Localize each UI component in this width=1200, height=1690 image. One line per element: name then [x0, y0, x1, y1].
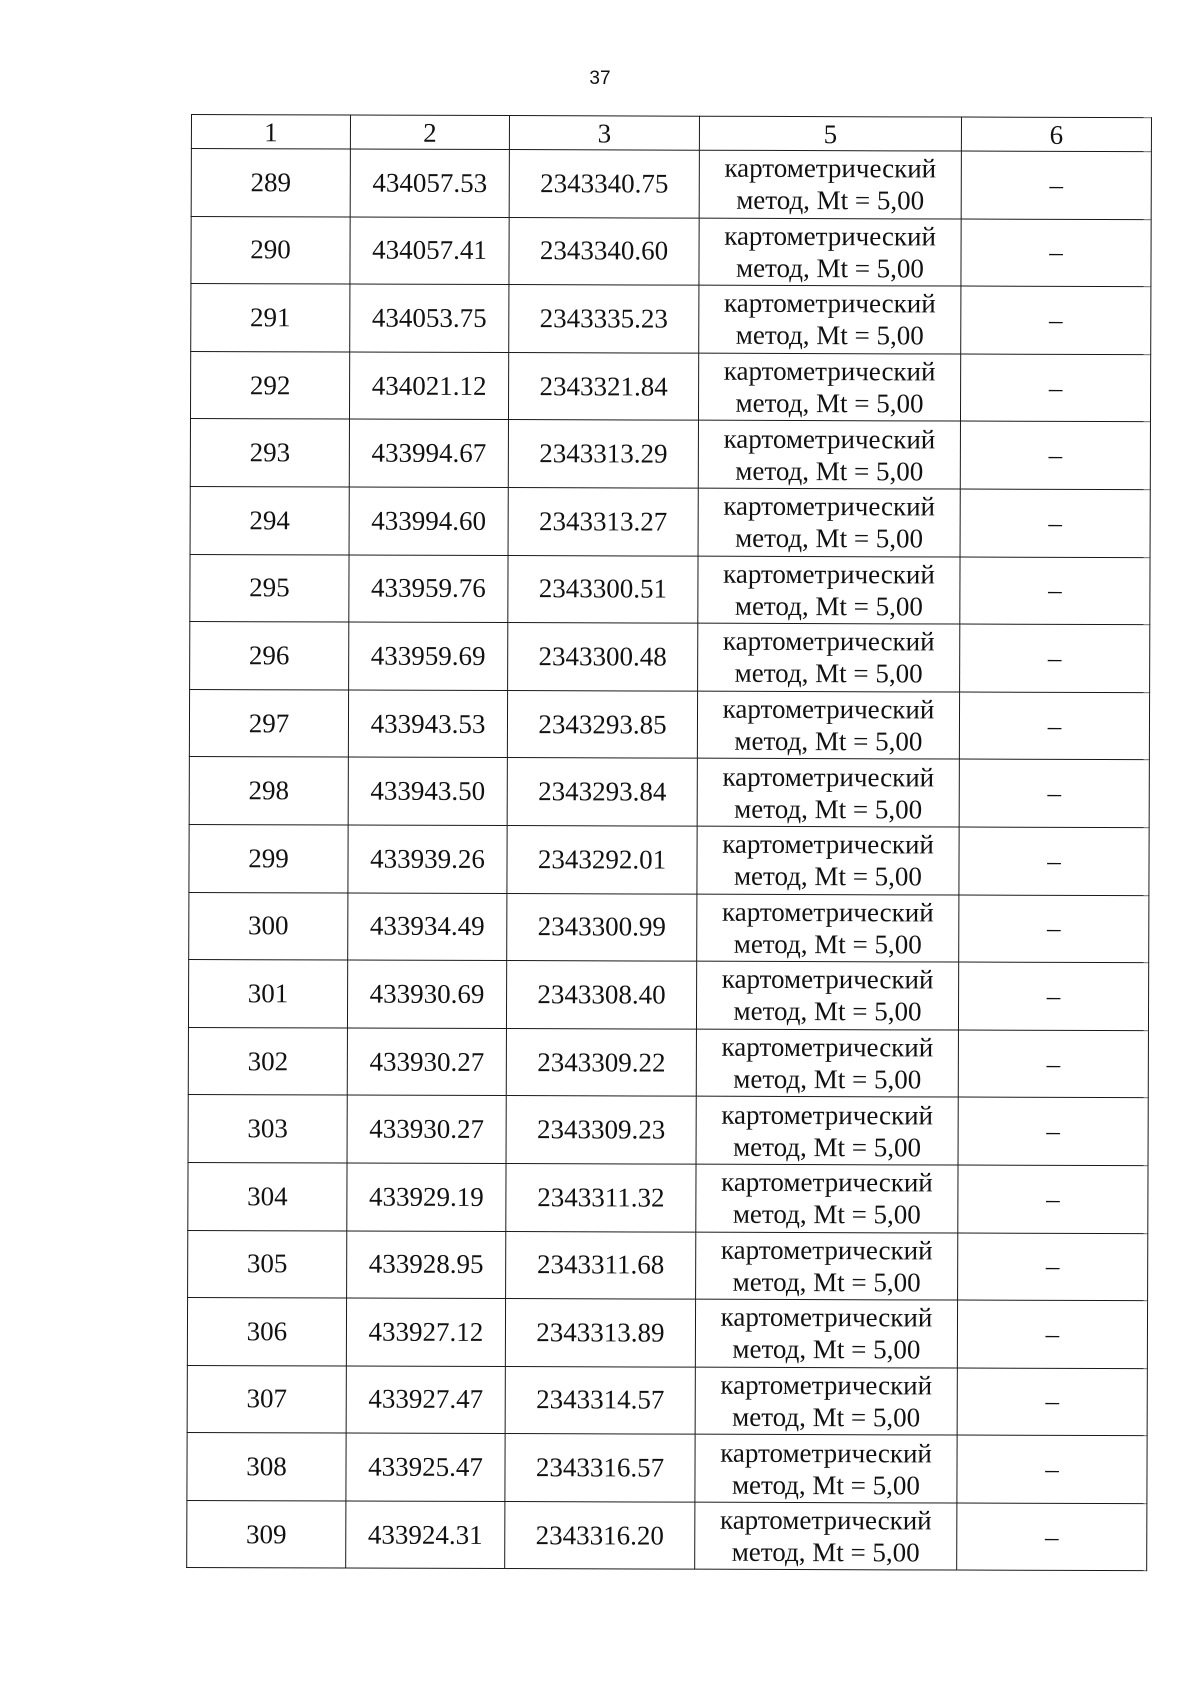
x-coordinate-cell: 434021.12: [349, 352, 508, 420]
method-line-2: метод, Mt = 5,00: [731, 1536, 920, 1568]
method-cell: [698, 623, 960, 691]
y-coordinate-cell: 2343308.40: [506, 961, 696, 1029]
method-cell: [699, 218, 961, 286]
method-line-1: картометрический: [722, 626, 935, 657]
column-6-cell: –: [957, 1300, 1147, 1368]
method-line-1: картометрический: [721, 1166, 933, 1198]
y-coordinate-cell: 2343292.01: [507, 825, 697, 893]
method-line-1: картометрический: [723, 423, 936, 455]
table-row: [191, 216, 1151, 287]
header-row: [191, 115, 1151, 152]
method-cell: [697, 691, 959, 759]
coordinates-table-container: [186, 114, 1151, 1572]
method-line-2: метод, Mt = 5,00: [736, 185, 925, 216]
x-coordinate-cell: 433959.69: [349, 622, 508, 690]
method-line-1: картометрический: [722, 761, 935, 793]
column-6-cell: –: [958, 962, 1148, 1030]
method-line-2: метод, Mt = 5,00: [734, 725, 923, 757]
y-coordinate-cell: 2343311.32: [506, 1163, 696, 1231]
x-coordinate-cell: 433930.69: [347, 960, 506, 1028]
method-line-1: картометрический: [723, 491, 936, 522]
method-line-2: метод, Mt = 5,00: [735, 387, 924, 419]
method-line-1: картометрический: [721, 1031, 934, 1063]
method-cell: [698, 488, 960, 556]
x-coordinate-cell: 433925.47: [346, 1433, 505, 1501]
column-6-cell: –: [959, 759, 1149, 827]
method-line-1: картометрический: [721, 964, 934, 995]
y-coordinate-cell: 2343313.29: [508, 420, 698, 488]
column-6-cell: –: [958, 1097, 1148, 1165]
table-row: [190, 486, 1150, 557]
point-number-cell: 309: [187, 1500, 346, 1568]
method-cell: [697, 894, 959, 962]
point-number-cell: 296: [190, 622, 349, 690]
point-number-cell: 293: [190, 419, 349, 487]
point-number-cell: 294: [190, 486, 349, 554]
x-coordinate-cell: 433994.67: [349, 419, 508, 487]
column-6-cell: –: [960, 624, 1150, 692]
column-6-cell: –: [959, 692, 1149, 760]
point-number-cell: 302: [188, 1027, 347, 1095]
y-coordinate-cell: 2343311.68: [506, 1231, 696, 1299]
method-cell: [699, 285, 961, 353]
method-line-1: картометрический: [722, 829, 934, 860]
method-cell: [697, 826, 959, 894]
method-line-1: картометрический: [720, 1437, 932, 1469]
x-coordinate-cell: 433930.27: [347, 1095, 506, 1163]
method-cell: [698, 353, 960, 421]
column-6-cell: –: [958, 1030, 1148, 1098]
x-coordinate-cell: 433930.27: [347, 1028, 506, 1096]
y-coordinate-cell: 2343321.84: [508, 352, 698, 420]
x-coordinate-cell: 433943.50: [348, 757, 507, 825]
method-line-2: метод, Mt = 5,00: [735, 320, 924, 351]
method-cell: [699, 150, 961, 218]
point-number-cell: 289: [191, 149, 350, 217]
method-line-2: метод, Mt = 5,00: [734, 590, 923, 622]
table-row: [189, 757, 1149, 828]
y-coordinate-cell: 2343313.27: [508, 488, 698, 556]
table-row: [191, 149, 1151, 220]
header-cell-3: 3: [509, 116, 699, 151]
point-number-cell: 301: [188, 960, 347, 1028]
y-coordinate-cell: 2343335.23: [509, 285, 699, 353]
column-6-cell: –: [961, 286, 1151, 354]
method-line-1: картометрический: [721, 896, 934, 928]
point-number-cell: 297: [189, 689, 348, 757]
column-6-cell: –: [957, 1368, 1147, 1436]
point-number-cell: 304: [188, 1162, 347, 1230]
method-line-1: картометрический: [723, 558, 935, 590]
method-line-1: картометрический: [722, 693, 935, 725]
table-row: [190, 351, 1150, 422]
method-line-2: метод, Mt = 5,00: [731, 1469, 920, 1501]
y-coordinate-cell: 2343340.60: [509, 217, 699, 285]
method-line-2: метод, Mt = 5,00: [734, 658, 923, 689]
y-coordinate-cell: 2343293.84: [507, 758, 697, 826]
x-coordinate-cell: 433927.47: [346, 1366, 505, 1434]
table-row: [187, 1298, 1147, 1369]
x-coordinate-cell: 434053.75: [350, 284, 509, 352]
column-6-cell: –: [957, 1435, 1147, 1503]
y-coordinate-cell: 2343314.57: [505, 1366, 695, 1434]
table-row: [187, 1365, 1147, 1436]
point-number-cell: 306: [187, 1298, 346, 1366]
method-cell: [698, 556, 960, 624]
table-row: [191, 284, 1151, 355]
column-6-cell: –: [957, 1503, 1147, 1571]
method-line-1: картометрический: [720, 1234, 933, 1266]
coordinates-table: [186, 114, 1152, 1572]
method-cell: [695, 1502, 957, 1570]
column-6-cell: –: [960, 557, 1150, 625]
table-row: [188, 1230, 1148, 1301]
method-cell: [696, 1096, 958, 1164]
point-number-cell: 290: [191, 216, 350, 284]
y-coordinate-cell: 2343309.23: [506, 1096, 696, 1164]
column-6-cell: –: [960, 354, 1150, 422]
method-line-2: метод, Mt = 5,00: [733, 928, 922, 960]
table-row: [188, 1162, 1148, 1233]
method-line-1: картометрический: [723, 288, 936, 319]
table-row: [190, 622, 1150, 693]
table-row: [189, 892, 1149, 963]
y-coordinate-cell: 2343300.99: [507, 893, 697, 961]
column-6-cell: –: [961, 219, 1151, 287]
table-header: [191, 115, 1151, 152]
method-cell: [696, 1232, 958, 1300]
point-number-cell: 299: [189, 824, 348, 892]
y-coordinate-cell: 2343309.22: [506, 1028, 696, 1096]
method-line-2: метод, Mt = 5,00: [732, 1401, 921, 1433]
table-row: [190, 419, 1150, 490]
table-row: [188, 1027, 1148, 1098]
method-line-2: метод, Mt = 5,00: [733, 1063, 922, 1095]
point-number-cell: 298: [189, 757, 348, 825]
method-line-2: метод, Mt = 5,00: [733, 1131, 922, 1163]
column-6-cell: –: [958, 1233, 1148, 1301]
method-cell: [695, 1367, 957, 1435]
x-coordinate-cell: 434057.53: [350, 149, 509, 217]
method-line-1: картометрический: [723, 355, 936, 387]
point-number-cell: 303: [188, 1095, 347, 1163]
method-line-1: картометрический: [720, 1369, 933, 1401]
column-6-cell: –: [958, 1165, 1148, 1233]
header-cell-6: 6: [961, 117, 1151, 152]
x-coordinate-cell: 433939.26: [348, 825, 507, 893]
table-row: [190, 554, 1150, 625]
point-number-cell: 305: [188, 1230, 347, 1298]
x-coordinate-cell: 433928.95: [347, 1231, 506, 1299]
table-row: [189, 824, 1149, 895]
x-coordinate-cell: 433929.19: [347, 1163, 506, 1231]
header-cell-1: 1: [191, 115, 350, 150]
point-number-cell: 308: [187, 1433, 346, 1501]
table-body: [187, 149, 1152, 1572]
method-line-1: картометрический: [720, 1302, 933, 1333]
method-cell: [696, 961, 958, 1029]
column-6-cell: –: [960, 421, 1150, 489]
method-cell: [696, 1164, 958, 1232]
table-row: [187, 1500, 1147, 1571]
y-coordinate-cell: 2343293.85: [507, 690, 697, 758]
x-coordinate-cell: 433924.31: [346, 1501, 505, 1569]
y-coordinate-cell: 2343300.51: [508, 555, 698, 623]
y-coordinate-cell: 2343300.48: [508, 623, 698, 691]
y-coordinate-cell: 2343316.57: [505, 1434, 695, 1502]
method-line-2: метод, Mt = 5,00: [732, 1334, 921, 1365]
column-6-cell: –: [959, 827, 1149, 895]
method-cell: [696, 1029, 958, 1097]
method-line-1: картометрический: [724, 220, 936, 252]
method-cell: [695, 1299, 957, 1367]
x-coordinate-cell: 433943.53: [348, 690, 507, 758]
table-row: [188, 960, 1148, 1031]
y-coordinate-cell: 2343316.20: [505, 1501, 695, 1569]
page-number: 37: [589, 68, 611, 89]
table-row: [188, 1095, 1148, 1166]
y-coordinate-cell: 2343340.75: [509, 150, 699, 218]
point-number-cell: 292: [190, 351, 349, 419]
method-line-2: метод, Mt = 5,00: [732, 1266, 921, 1298]
x-coordinate-cell: 433934.49: [348, 893, 507, 961]
point-number-cell: 300: [189, 892, 348, 960]
method-line-2: метод, Mt = 5,00: [732, 1199, 921, 1230]
column-6-cell: –: [960, 489, 1150, 557]
method-line-1: картометрический: [724, 153, 937, 184]
header-cell-5: 5: [699, 116, 961, 151]
x-coordinate-cell: 433959.76: [349, 555, 508, 623]
method-line-1: картометрический: [719, 1504, 932, 1536]
method-line-2: метод, Mt = 5,00: [735, 523, 924, 554]
y-coordinate-cell: 2343313.89: [505, 1299, 695, 1367]
header-cell-2: 2: [350, 115, 509, 150]
column-6-cell: –: [961, 151, 1151, 219]
method-cell: [697, 759, 959, 827]
x-coordinate-cell: 433994.60: [349, 487, 508, 555]
column-6-cell: –: [959, 895, 1149, 963]
point-number-cell: 291: [191, 284, 350, 352]
method-line-1: картометрический: [721, 1099, 934, 1131]
point-number-cell: 307: [187, 1365, 346, 1433]
method-line-2: метод, Mt = 5,00: [734, 793, 923, 825]
method-line-2: метод, Mt = 5,00: [735, 455, 924, 487]
method-line-2: метод, Mt = 5,00: [733, 996, 922, 1027]
method-line-2: метод, Mt = 5,00: [735, 252, 925, 284]
point-number-cell: 295: [190, 554, 349, 622]
x-coordinate-cell: 434057.41: [350, 217, 509, 285]
method-line-2: метод, Mt = 5,00: [733, 861, 923, 892]
table-row: [187, 1433, 1147, 1504]
x-coordinate-cell: 433927.12: [346, 1298, 505, 1366]
table-row: [189, 689, 1149, 760]
method-cell: [695, 1434, 957, 1502]
method-cell: [698, 421, 960, 489]
